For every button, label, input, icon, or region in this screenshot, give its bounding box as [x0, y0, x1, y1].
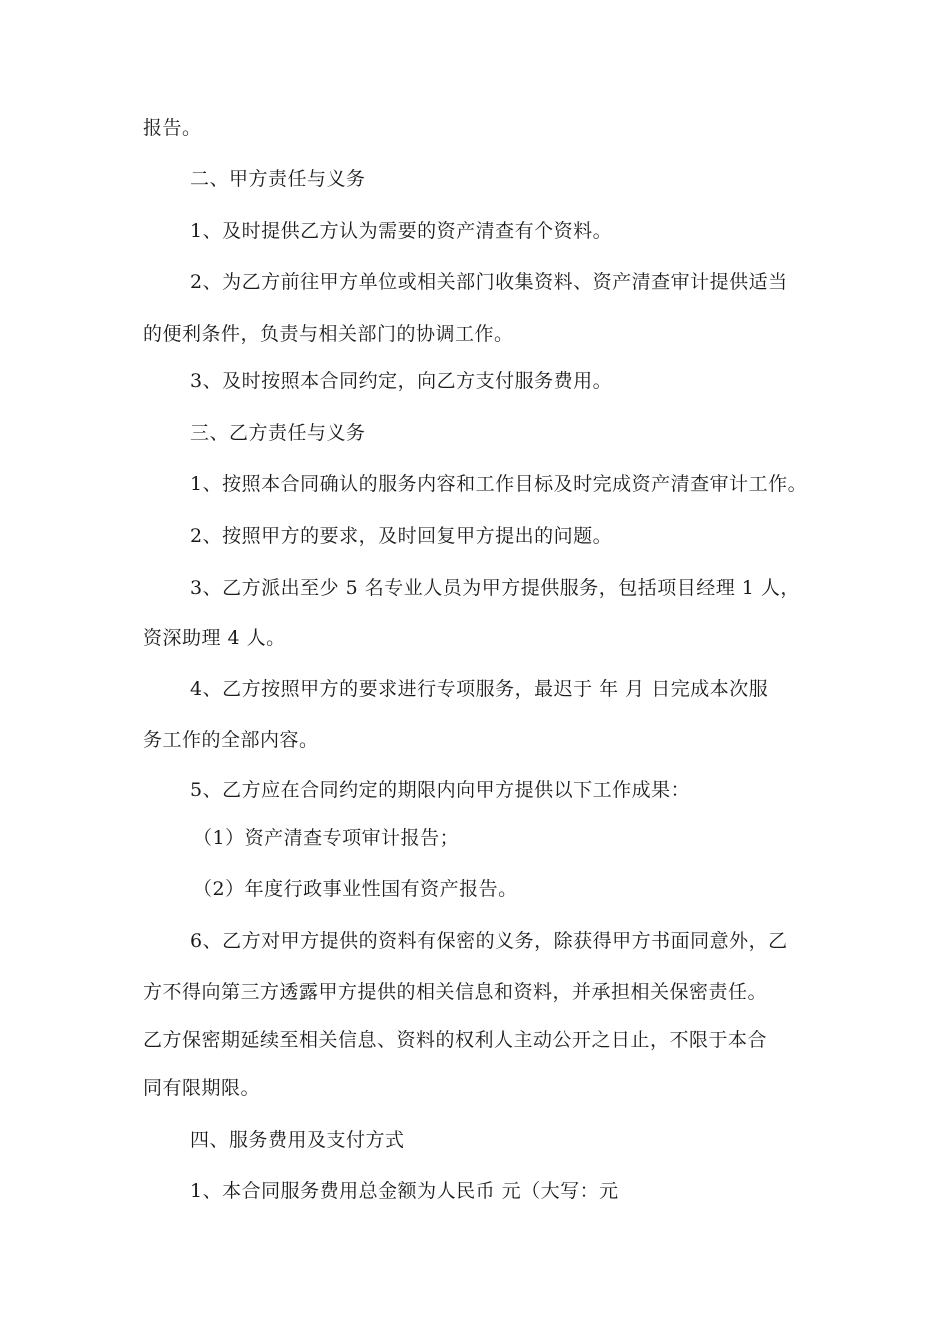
list-item: （1）资产清查专项审计报告； [193, 827, 460, 849]
section-heading: 三、乙方责任与义务 [190, 422, 366, 444]
text-line: 3、乙方派出至少 5 名专业人员为甲方提供服务，包括项目经理 1 人， [190, 577, 800, 599]
text-line: 2、按照甲方的要求，及时回复甲方提出的问题。 [190, 525, 613, 547]
text-line: 同有限期限。 [143, 1077, 261, 1099]
text-line: 务工作的全部内容。 [143, 729, 319, 751]
list-item: （2）年度行政事业性国有资产报告。 [193, 878, 518, 900]
text-line: 5、乙方应在合同约定的期限内向甲方提供以下工作成果： [190, 779, 691, 801]
text-line: 的便利条件，负责与相关部门的协调工作。 [143, 323, 514, 345]
section-heading: 二、甲方责任与义务 [190, 168, 366, 190]
text-line: 方不得向第三方透露甲方提供的相关信息和资料，并承担相关保密责任。 [143, 981, 768, 1003]
text-line: 乙方保密期延续至相关信息、资料的权利人主动公开之日止，不限于本合 [143, 1029, 768, 1051]
text-line: 2、为乙方前往甲方单位或相关部门收集资料、资产清查审计提供适当 [190, 271, 788, 293]
section-heading: 四、服务费用及支付方式 [190, 1129, 405, 1151]
text-line: 3、及时按照本合同约定，向乙方支付服务费用。 [190, 370, 613, 392]
text-line: 6、乙方对甲方提供的资料有保密的义务，除获得甲方书面同意外，乙 [190, 930, 788, 952]
text-line: 4、乙方按照甲方的要求进行专项服务，最迟于 年 月 日完成本次服 [190, 678, 769, 700]
text-line: 报告。 [143, 117, 202, 139]
text-line: 1、及时提供乙方认为需要的资产清查有个资料。 [190, 220, 613, 242]
text-line: 1、本合同服务费用总金额为人民币 元（大写：元 [190, 1180, 619, 1202]
text-line: 资深助理 4 人。 [143, 627, 286, 649]
text-line: 1、按照本合同确认的服务内容和工作目标及时完成资产清查审计工作。 [190, 473, 808, 495]
